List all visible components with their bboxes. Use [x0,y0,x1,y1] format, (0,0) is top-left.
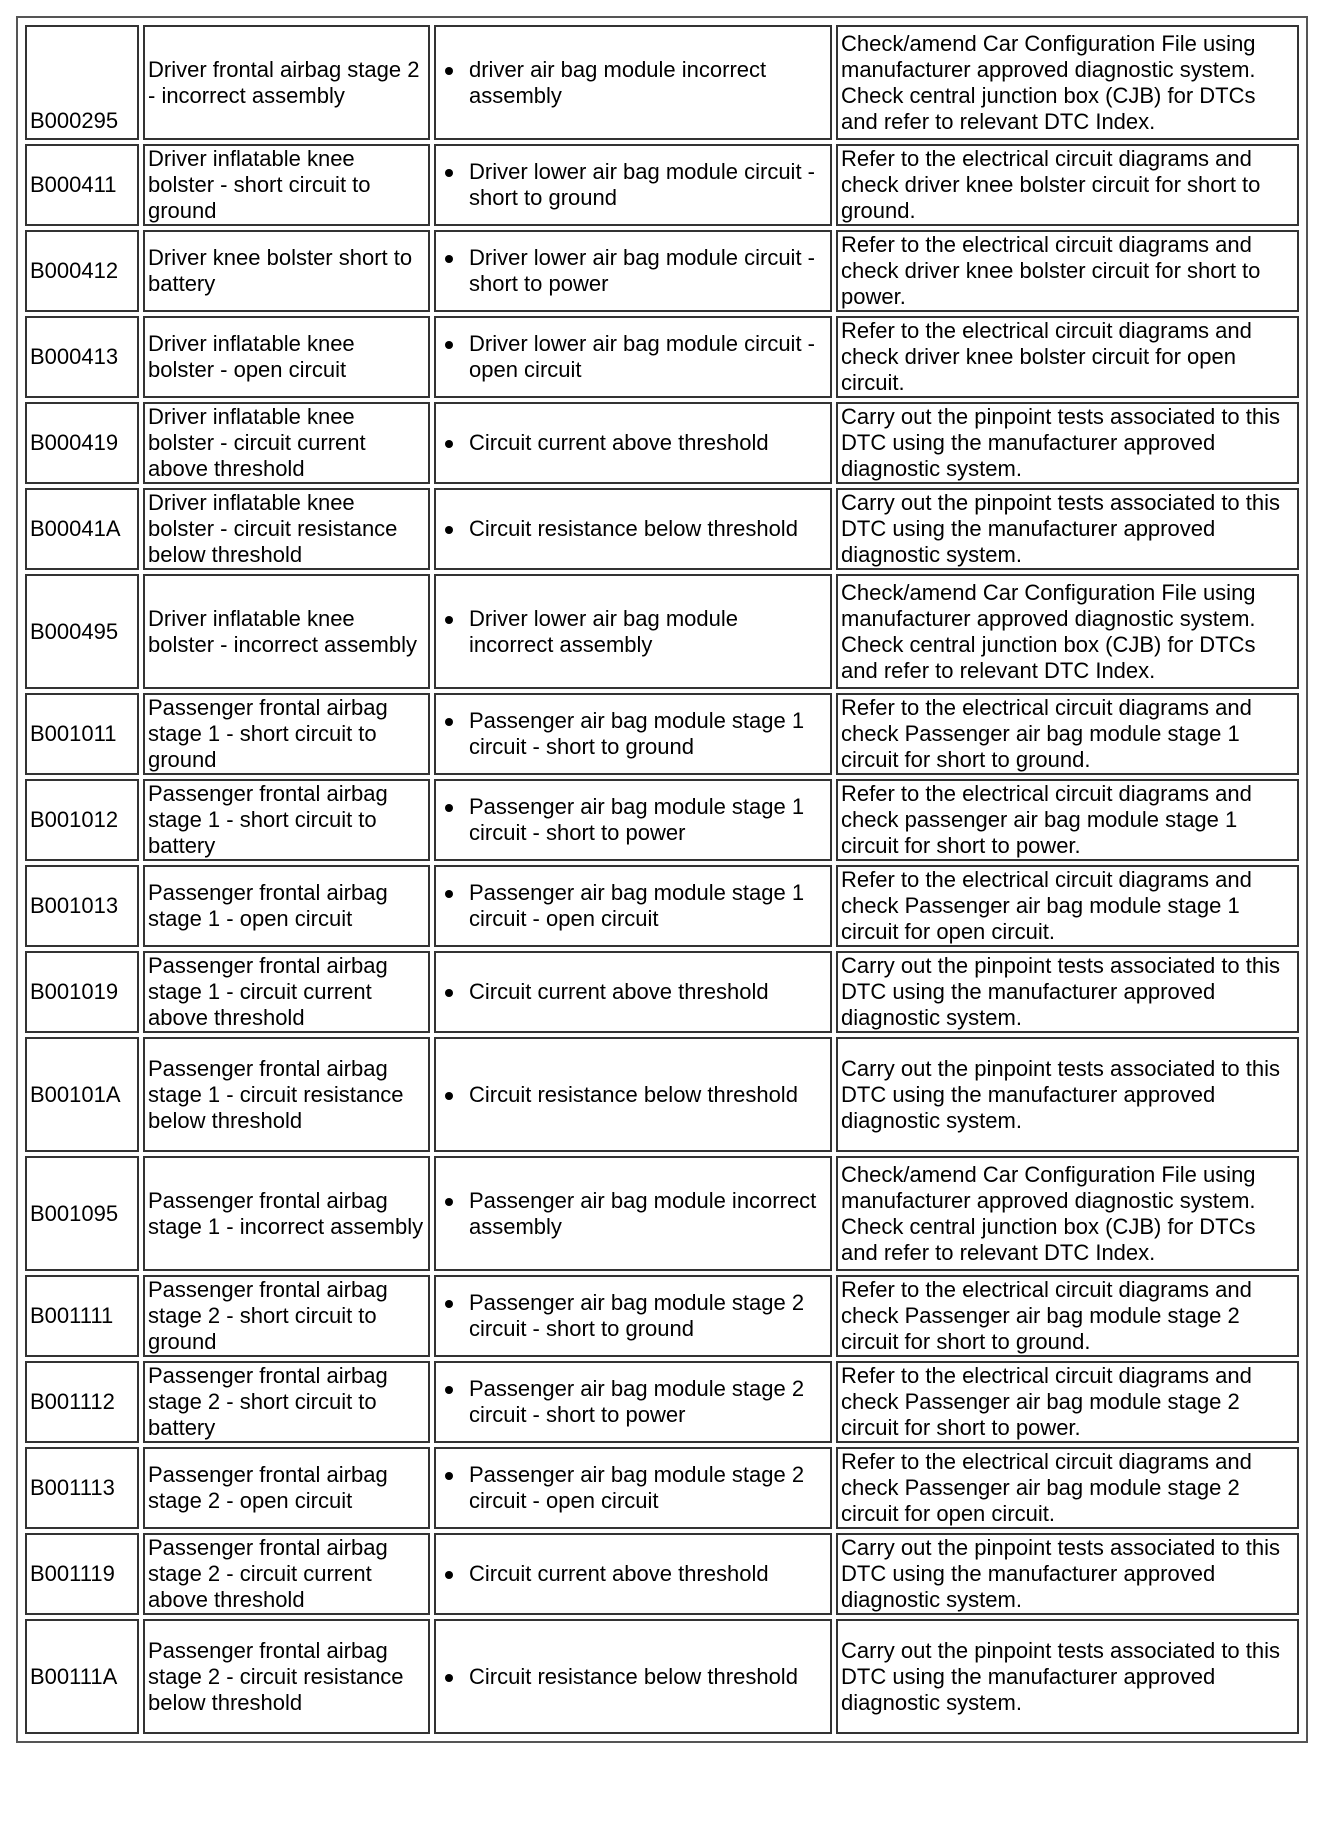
possible-cause [434,488,832,570]
dtc-code: B001111 [25,1275,139,1357]
table-row [25,1275,1299,1357]
bullet-icon [445,440,453,448]
bullet-icon [445,890,453,898]
dtc-description: Passenger frontal airbag stage 1 - incorrect assembly [143,1156,430,1271]
dtc-code: B000495 [25,574,139,689]
possible-cause [434,1156,832,1271]
action: Refer to the electrical circuit diagrams and check passenger air bag module stage 1 circuit for short to power. [836,779,1299,861]
action: Check/amend Car Configuration File using manufacturer approved diagnostic system. Check central junction box (CJB) for DTCs and refer to relevant DTC Index. [836,25,1299,140]
dtc-code: B000412 [25,230,139,312]
possible-cause [434,1037,832,1152]
possible-cause [434,1361,832,1443]
possible-cause-text: Driver lower air bag module circuit - open circuit [469,331,815,382]
dtc-description: Driver inflatable knee bolster - open circuit [143,316,430,398]
dtc-code: B00111A [25,1619,139,1734]
dtc-description: Passenger frontal airbag stage 2 - circuit current above threshold [143,1533,430,1615]
possible-cause-text: Passenger air bag module stage 1 circuit - short to power [469,794,805,845]
action: Carry out the pinpoint tests associated to this DTC using the manufacturer approved diagnostic system. [836,402,1299,484]
possible-cause-text: Driver lower air bag module incorrect assembly [469,605,738,657]
possible-cause [434,951,832,1033]
possible-cause [434,316,832,398]
possible-cause [434,25,832,140]
action: Refer to the electrical circuit diagrams and check driver knee bolster circuit for short to power. [836,230,1299,312]
dtc-description: Driver inflatable knee bolster - circuit resistance below threshold [143,488,430,570]
table-row [25,1037,1299,1152]
dtc-table [21,21,1303,1738]
action: Refer to the electrical circuit diagrams and check Passenger air bag module stage 2 circuit for open circuit. [836,1447,1299,1529]
bullet-icon [445,718,453,726]
dtc-description: Passenger frontal airbag stage 1 - open circuit [143,865,430,947]
possible-cause [434,402,832,484]
dtc-code: B000419 [25,402,139,484]
bullet-icon [445,255,453,263]
table-row [25,779,1299,861]
possible-cause [434,574,832,689]
possible-cause-text: Passenger air bag module stage 2 circuit - short to ground [469,1290,805,1341]
bullet-icon [445,804,453,812]
table-row [25,144,1299,226]
table-row [25,402,1299,484]
action: Refer to the electrical circuit diagrams and check Passenger air bag module stage 2 circuit for short to ground. [836,1275,1299,1357]
possible-cause [434,230,832,312]
dtc-description: Passenger frontal airbag stage 1 - short circuit to ground [143,693,430,775]
bullet-icon [445,526,453,534]
dtc-description: Passenger frontal airbag stage 1 - circuit current above threshold [143,951,430,1033]
dtc-description: Passenger frontal airbag stage 1 - circuit resistance below threshold [143,1037,430,1152]
dtc-code: B000413 [25,316,139,398]
possible-cause [434,1619,832,1734]
dtc-code: B001113 [25,1447,139,1529]
action: Carry out the pinpoint tests associated to this DTC using the manufacturer approved diagnostic system. [836,1533,1299,1615]
dtc-code: B001012 [25,779,139,861]
possible-cause-text: Driver lower air bag module circuit - short to ground [469,159,815,210]
bullet-icon [445,1571,453,1579]
possible-cause-text: Circuit resistance below threshold [469,516,798,541]
table-row [25,865,1299,947]
dtc-table-frame [16,16,1308,1743]
table-row [25,693,1299,775]
dtc-code: B001013 [25,865,139,947]
bullet-icon [445,169,453,177]
bullet-icon [445,989,453,997]
dtc-code: B001119 [25,1533,139,1615]
dtc-code: B000411 [25,144,139,226]
action: Carry out the pinpoint tests associated to this DTC using the manufacturer approved diagnostic system. [836,1037,1299,1152]
dtc-code: B001095 [25,1156,139,1271]
table-row [25,574,1299,689]
table-row [25,1447,1299,1529]
dtc-code: B001112 [25,1361,139,1443]
dtc-description: Driver inflatable knee bolster - incorrect assembly [143,574,430,689]
table-row [25,230,1299,312]
bullet-icon [445,1472,453,1480]
possible-cause-text: driver air bag module incorrect assembly [469,56,767,108]
action: Check/amend Car Configuration File using manufacturer approved diagnostic system. Check central junction box (CJB) for DTCs and refer to relevant DTC Index. [836,1156,1299,1271]
possible-cause [434,865,832,947]
bullet-icon [445,1674,453,1682]
possible-cause-text: Circuit current above threshold [469,1561,769,1586]
action: Carry out the pinpoint tests associated to this DTC using the manufacturer approved diagnostic system. [836,951,1299,1033]
bullet-icon [445,1386,453,1394]
possible-cause-text: Circuit resistance below threshold [469,1081,798,1107]
action: Refer to the electrical circuit diagrams and check Passenger air bag module stage 2 circuit for short to power. [836,1361,1299,1443]
bullet-icon [445,1092,453,1100]
dtc-description: Passenger frontal airbag stage 2 - open circuit [143,1447,430,1529]
table-row [25,1533,1299,1615]
table-row [25,1361,1299,1443]
action: Refer to the electrical circuit diagrams and check driver knee bolster circuit for open circuit. [836,316,1299,398]
action: Refer to the electrical circuit diagrams and check Passenger air bag module stage 1 circuit for open circuit. [836,865,1299,947]
table-row [25,25,1299,140]
action: Carry out the pinpoint tests associated to this DTC using the manufacturer approved diagnostic system. [836,488,1299,570]
dtc-code: B001011 [25,693,139,775]
dtc-table-body [25,25,1299,1734]
possible-cause-text: Passenger air bag module stage 1 circuit - open circuit [469,880,805,931]
dtc-code: B001019 [25,951,139,1033]
dtc-description: Passenger frontal airbag stage 2 - short circuit to battery [143,1361,430,1443]
table-row [25,488,1299,570]
possible-cause-text: Passenger air bag module stage 2 circuit - open circuit [469,1462,805,1513]
table-row [25,316,1299,398]
bullet-icon [445,1198,453,1206]
possible-cause-text: Circuit resistance below threshold [469,1663,798,1689]
possible-cause [434,1275,832,1357]
possible-cause [434,779,832,861]
bullet-icon [445,341,453,349]
action: Refer to the electrical circuit diagrams and check driver knee bolster circuit for short to ground. [836,144,1299,226]
dtc-description: Driver inflatable knee bolster - short circuit to ground [143,144,430,226]
dtc-code: B00101A [25,1037,139,1152]
dtc-description: Driver knee bolster short to battery [143,230,430,312]
dtc-description: Passenger frontal airbag stage 2 - circuit resistance below threshold [143,1619,430,1734]
action: Carry out the pinpoint tests associated to this DTC using the manufacturer approved diagnostic system. [836,1619,1299,1734]
possible-cause [434,144,832,226]
dtc-description: Driver inflatable knee bolster - circuit current above threshold [143,402,430,484]
action: Check/amend Car Configuration File using manufacturer approved diagnostic system. Check central junction box (CJB) for DTCs and refer to relevant DTC Index. [836,574,1299,689]
possible-cause-text: Passenger air bag module incorrect assembly [469,1187,817,1239]
possible-cause-text: Circuit current above threshold [469,430,769,455]
dtc-code: B00041A [25,488,139,570]
dtc-description: Driver frontal airbag stage 2 - incorrect assembly [143,25,430,140]
possible-cause-text: Circuit current above threshold [469,979,769,1004]
possible-cause-text: Passenger air bag module stage 2 circuit - short to power [469,1376,805,1427]
table-row [25,951,1299,1033]
dtc-description: Passenger frontal airbag stage 2 - short circuit to ground [143,1275,430,1357]
dtc-description: Passenger frontal airbag stage 1 - short circuit to battery [143,779,430,861]
possible-cause [434,1533,832,1615]
possible-cause-text: Driver lower air bag module circuit - short to power [469,245,815,296]
action: Refer to the electrical circuit diagrams and check Passenger air bag module stage 1 circuit for short to ground. [836,693,1299,775]
bullet-icon [445,1300,453,1308]
bullet-icon [445,67,453,75]
table-row [25,1619,1299,1734]
bullet-icon [445,616,453,624]
dtc-code: B000295 [25,25,139,140]
possible-cause-text: Passenger air bag module stage 1 circuit - short to ground [469,708,805,759]
possible-cause [434,693,832,775]
possible-cause [434,1447,832,1529]
table-row [25,1156,1299,1271]
